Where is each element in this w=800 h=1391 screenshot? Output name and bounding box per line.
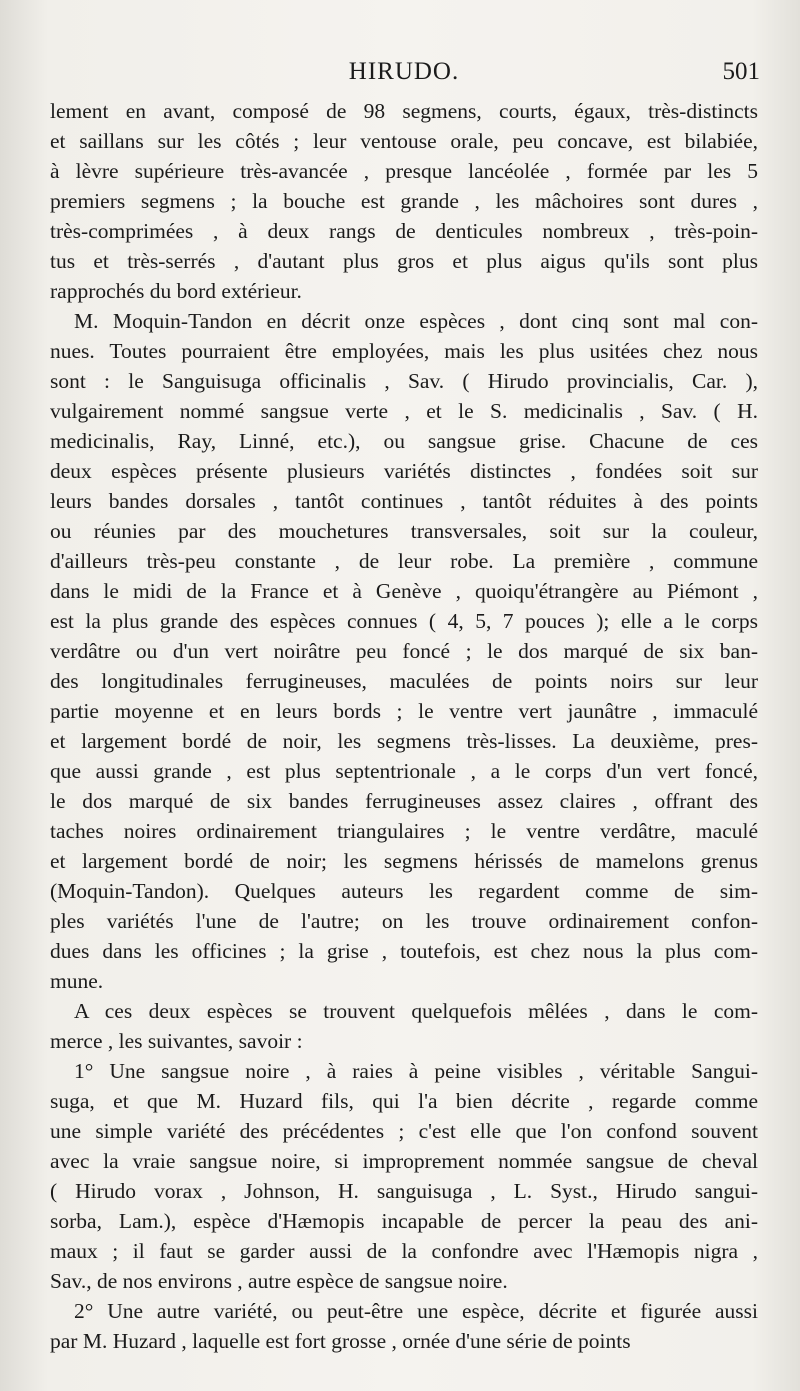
text-line: Sav., de nos environs , autre espèce de sangsue noire.	[50, 1269, 508, 1293]
text-line: rapprochés du bord extérieur.	[50, 279, 302, 303]
page-header	[40, 58, 768, 94]
text-line: que aussi grande , est plus septentrionale , a le corps d'un vert foncé,	[50, 759, 758, 783]
text-line: M. Moquin-Tandon en décrit onze espèces , dont cinq sont mal con-	[74, 309, 758, 333]
text-line: dans le midi de la France et à Genève , quoiqu'étrangère au Piémont ,	[50, 579, 758, 603]
text-line: est la plus grande des espèces connues ( 4, 5, 7 pouces ); elle a le corps	[50, 609, 758, 633]
text-line: sorba, Lam.), espèce d'Hæmopis incapable de percer la peau des ani-	[50, 1209, 758, 1233]
text-line: taches noires ordinairement triangulaires ; le ventre verdâtre, maculé	[50, 819, 758, 843]
text-line: 1° Une sangsue noire , à raies à peine visibles , véritable Sangui-	[74, 1059, 758, 1083]
text-line: tus et très-serrés , d'autant plus gros et plus aigus qu'ils sont plus	[50, 249, 758, 273]
text-line: d'ailleurs très-peu constante , de leur robe. La première , commune	[50, 549, 758, 573]
text-line: premiers segmens ; la bouche est grande , les mâchoires sont dures ,	[50, 189, 758, 213]
running-title: HIRUDO.	[348, 58, 460, 85]
text-line: nues. Toutes pourraient être employées, mais les plus usitées chez nous	[50, 339, 758, 363]
text-line: medicinalis, Ray, Linné, etc.), ou sangsue grise. Chacune de ces	[50, 429, 758, 453]
text-line: ou réunies par des mouchetures transversales, soit sur la couleur,	[50, 519, 758, 543]
text-line: ples variétés l'une de l'autre; on les trouve ordinairement confon-	[50, 909, 758, 933]
text-line: avec la vraie sangsue noire, si improprement nommée sangsue de cheval	[50, 1149, 758, 1173]
text-line: mune.	[50, 969, 104, 993]
text-line: très-comprimées , à deux rangs de denticules nombreux , très-poin-	[50, 219, 758, 243]
text-line: maux ; il faut se garder aussi de la confondre avec l'Hæmopis nigra ,	[50, 1239, 758, 1263]
text-line: et saillans sur les côtés ; leur ventouse orale, peu concave, est bilabiée,	[50, 129, 758, 153]
text-line: et largement bordé de noir, les segmens très-lisses. La deuxième, pres-	[50, 729, 758, 753]
text-line: et largement bordé de noir; les segmens hérissés de mamelons grenus	[50, 849, 758, 873]
text-line: suga, et que M. Huzard fils, qui l'a bien décrite , regarde comme	[50, 1089, 758, 1113]
text-line: vulgairement nommé sangsue verte , et le S. medicinalis , Sav. ( H.	[50, 399, 758, 423]
paragraph	[50, 996, 758, 1056]
text-line: lement en avant, composé de 98 segmens, courts, égaux, très-distincts	[50, 99, 758, 123]
text-line: 2° Une autre variété, ou peut-être une espèce, décrite et figurée aussi	[74, 1299, 758, 1323]
text-line: leurs bandes dorsales , tantôt continues , tantôt réduites à des points	[50, 489, 758, 513]
paragraph	[50, 1296, 758, 1356]
text-line: merce , les suivantes, savoir :	[50, 1029, 303, 1053]
page-number: 501	[722, 58, 760, 85]
body-text	[50, 96, 758, 1356]
text-line: des longitudinales ferrugineuses, maculées de points noirs sur leur	[50, 669, 758, 693]
text-line: le dos marqué de six bandes ferrugineuses assez claires , offrant des	[50, 789, 758, 813]
text-line: sont : le Sanguisuga officinalis , Sav. ( Hirudo provincialis, Car. ),	[50, 369, 758, 393]
text-line: une simple variété des précédentes ; c'est elle que l'on confond souvent	[50, 1119, 758, 1143]
text-line: à lèvre supérieure très-avancée , presque lancéolée , formée par les 5	[50, 159, 758, 183]
text-line: deux espèces présente plusieurs variétés distinctes , fondées soit sur	[50, 459, 758, 483]
text-line: (Moquin-Tandon). Quelques auteurs les regardent comme de sim-	[50, 879, 758, 903]
text-line: partie moyenne et en leurs bords ; le ventre vert jaunâtre , immaculé	[50, 699, 758, 723]
paragraph	[50, 306, 758, 996]
text-line: ( Hirudo vorax , Johnson, H. sanguisuga , L. Syst., Hirudo sangui-	[50, 1179, 758, 1203]
text-line: A ces deux espèces se trouvent quelquefois mêlées , dans le com-	[74, 999, 758, 1023]
paragraph	[50, 96, 758, 306]
text-line: dues dans les officines ; la grise , toutefois, est chez nous la plus com-	[50, 939, 758, 963]
paragraph	[50, 1056, 758, 1296]
text-line: verdâtre ou d'un vert noirâtre peu foncé ; le dos marqué de six ban-	[50, 639, 758, 663]
text-line: par M. Huzard , laquelle est fort grosse , ornée d'une série de points	[50, 1329, 631, 1353]
